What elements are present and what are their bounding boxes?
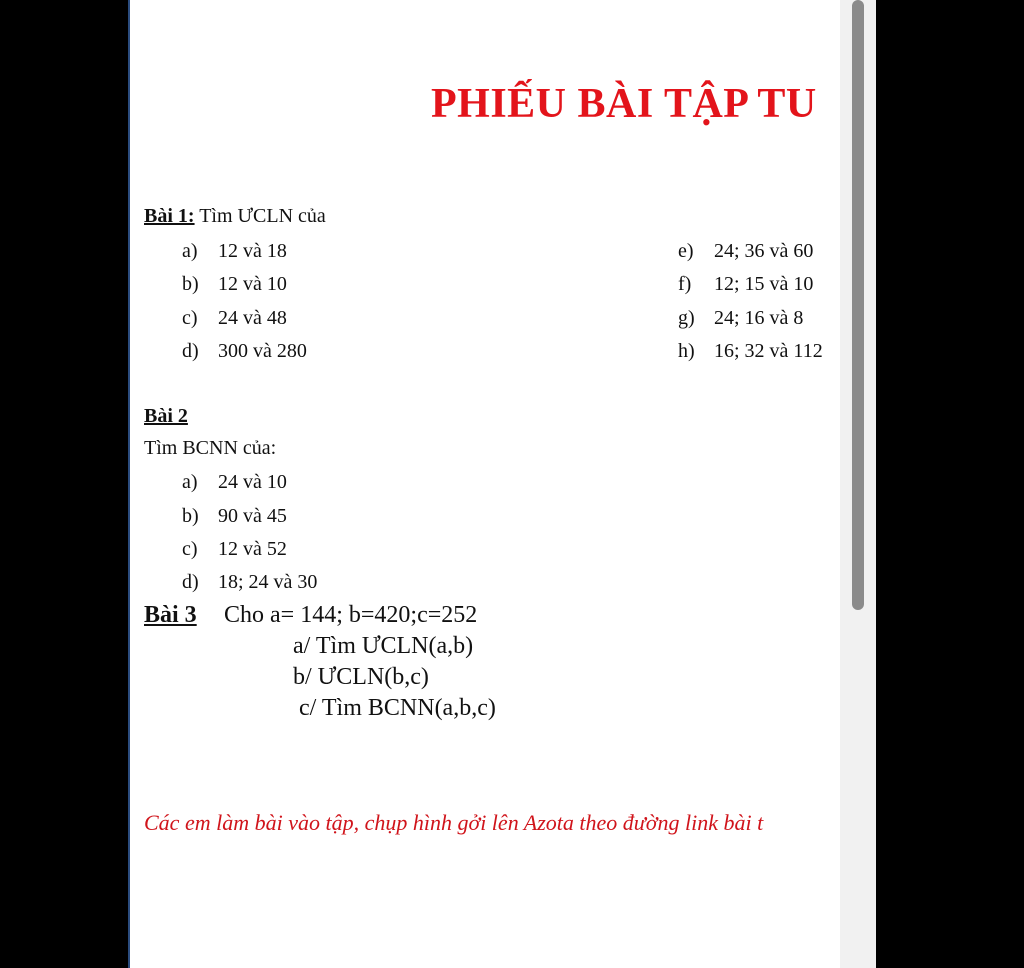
bai1-item-c: c) 24 và 48 [182, 307, 287, 329]
submission-note: Các em làm bài vào tập, chụp hình gởi lên Azota theo đường link bài t [144, 810, 764, 835]
bai1-item-a: a) 12 và 18 [182, 240, 287, 262]
bai2-item-c: c) 12 và 52 [182, 538, 287, 560]
bai3-item-b: b/ ƯCLN(b,c) [293, 664, 429, 690]
scrollbar-thumb[interactable] [852, 0, 864, 610]
bai3-item-c: c/ Tìm BCNN(a,b,c) [299, 695, 496, 721]
bai2-item-d: d) 18; 24 và 30 [182, 571, 318, 593]
bai2-heading: Bài 2 [144, 405, 188, 427]
bai1-item-b: b) 12 và 10 [182, 273, 287, 295]
bai3-item-a: a/ Tìm ƯCLN(a,b) [293, 633, 474, 659]
bai3-header [144, 602, 477, 629]
bai2-item-a: a) 24 và 10 [182, 471, 287, 493]
scrollbar[interactable] [840, 0, 876, 968]
bai3-heading: Bài 3 [144, 602, 197, 628]
document-page [128, 0, 842, 968]
bai1-text: Tìm ƯCLN của [194, 205, 326, 227]
bai2-item-b: b) 90 và 45 [182, 505, 287, 527]
worksheet-title: PHIẾU BÀI TẬP TU [431, 81, 817, 127]
bai1-item-f: f) 12; 15 và 10 [678, 273, 814, 295]
bai1-item-e: e) 24; 36 và 60 [678, 240, 814, 262]
bai3-text: Cho a= 144; b=420;c=252 [224, 602, 478, 628]
bai1-item-g: g) 24; 16 và 8 [678, 307, 804, 329]
bai1-item-d: d) 300 và 280 [182, 340, 307, 362]
bai1-heading: Bài 1: [144, 205, 195, 227]
bai1-header [144, 205, 326, 228]
bai1-item-h: h) 16; 32 và 112 [678, 340, 823, 362]
bai2-text: Tìm BCNN của: [144, 437, 277, 459]
